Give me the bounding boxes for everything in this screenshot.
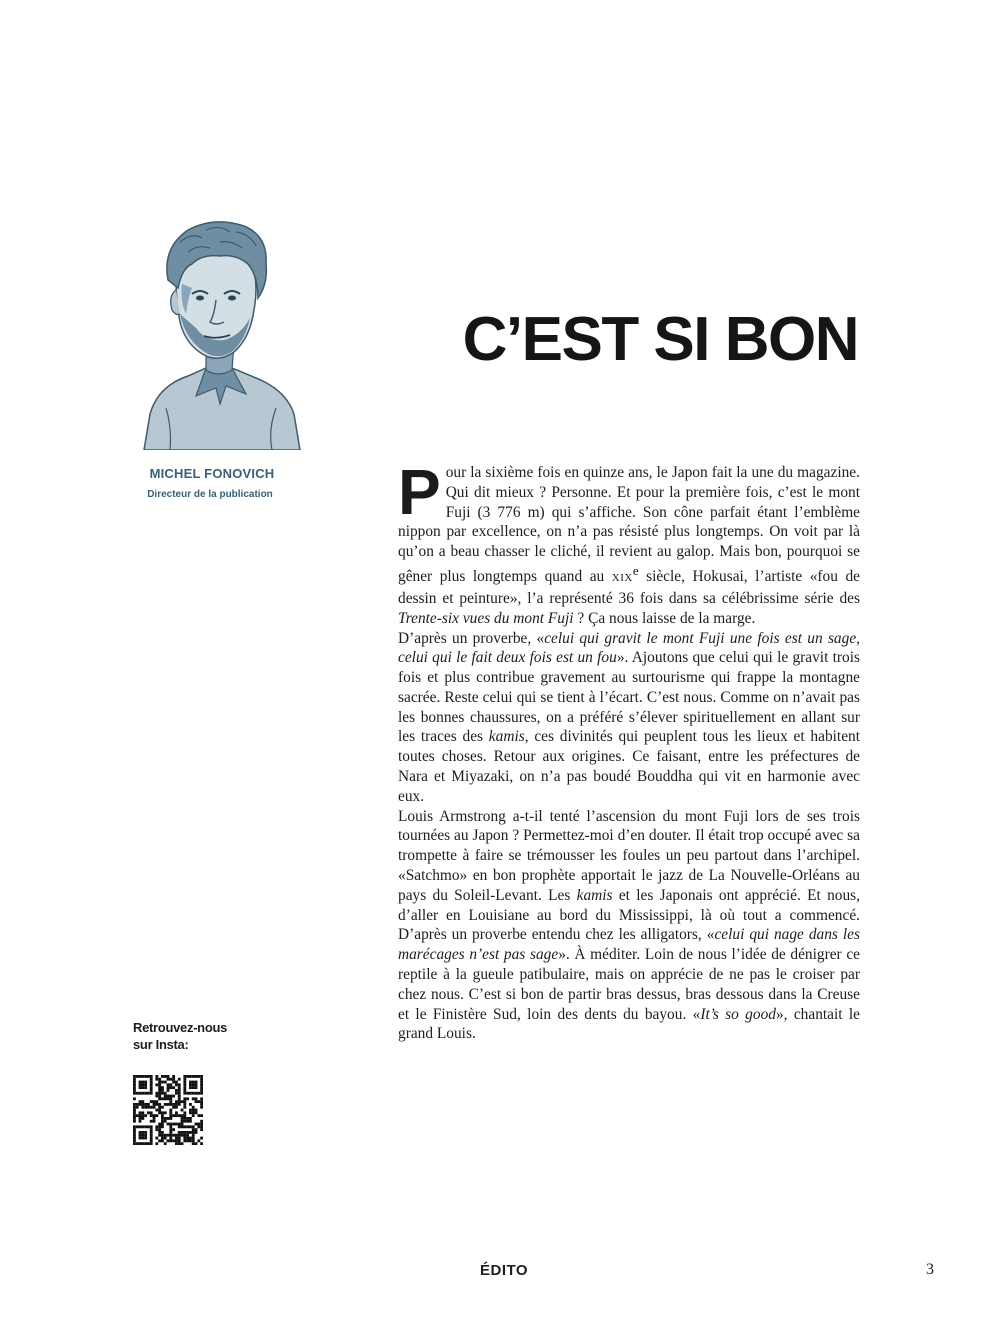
text-run-superscript: e [632, 563, 639, 578]
text-run: et les Japonais ont apprécié. Et nous, d’aller en Louisiane au bord du Mississippi, là où tout a commencé. D’après un proverbe entendu chez les alligators, « [398, 886, 860, 944]
text-run-italic: kamis [488, 728, 525, 746]
instagram-prompt-line1: Retrouvez-nous [133, 1020, 228, 1035]
text-run-italic: celui qui gravit le mont Fuji une fois est un sage, celui qui le fait deux fois est un fou [398, 629, 860, 667]
dropcap: P [398, 456, 441, 528]
qr-code-icon[interactable] [133, 1075, 203, 1145]
instagram-prompt-line2: sur Insta: [133, 1037, 189, 1052]
text-run: our la sixième fois en quinze ans, le Japon fait la une du magazine. Qui dit mieux ? Personne. Et pour la première fois, c’est le mont Fuji (3 776 m) qui s’affiche. Son cône parfait étant l’emblème nippon par excellence, on n’a pas résisté plus longtemps. On voit par là qu’on a beau chasser le cliché, il revient au galop. Mais bon, pourquoi se gêner plus longtemps quand au [398, 464, 860, 586]
section-label: ÉDITO [480, 1262, 529, 1279]
page-title: C’EST SI BON [462, 305, 858, 374]
author-name: MICHEL FONOVICH [149, 466, 275, 481]
text-run: ». À méditer. Loin de nous l’idée de dénigrer ce reptile à la gueule patibulaire, mais on apprécie de ne pas le croiser par chez nous. C’est si bon de partir bras dessus, bras dessous dans la Creuse et le Finistère Sud, loin des dents du bayou. « [398, 946, 860, 1023]
paragraph-2 [398, 629, 860, 807]
text-run: , ces divinités qui peuplent tous les lieux et habitent toutes choses. Retour aux origines. Ce faisant, entre les préfectures de Nara et Miyazaki, on n’a pas boudé Bouddha qui vit en harmonie avec eux. [398, 728, 860, 805]
text-run-smallcaps: XIX [611, 572, 633, 585]
text-run: », chantait le grand Louis. [398, 1005, 860, 1043]
text-run: ? Ça nous laisse de la marge. [573, 609, 756, 627]
text-run-italic: kamis [576, 886, 613, 904]
author-portrait [136, 218, 302, 450]
text-run-italic: Trente-six vues du mont Fuji [398, 609, 574, 627]
text-run: ». Ajoutons que celui qui le gravit trois fois et plus contribue gravement au surtourisme qui frappe la montagne sacrée. Reste celui qui se tient à l’écart. C’est nous. Comme on n’avait pas les bonnes chaussures, on a préféré s’élever spirituellement en allant sur les traces des [398, 649, 860, 746]
paragraph-1 [398, 456, 860, 629]
paragraph-3 [398, 807, 860, 1045]
text-run: D’après un proverbe, « [398, 629, 545, 647]
text-run-italic: It’s so good [700, 1005, 776, 1023]
author-role: Directeur de la publication [147, 489, 273, 500]
instagram-prompt [133, 1019, 227, 1053]
editorial-article [398, 456, 860, 1044]
text-run: Louis Armstrong a-t-il tenté l’ascension du mont Fuji lors de ses trois tournées au Japon ? Permettez-moi d’en douter. Il était trop occupé avec sa trompette à faire se trémousser les foules un peu partout dans l’archipel. «Satchmo» en bon prophète apportait le jazz de La Nouvelle-Orléans au pays du Soleil-Levant. Les [398, 807, 860, 904]
text-run: siècle, Hokusai, l’artiste «fou de dessin et peinture», l’a représenté 36 fois dans sa célébrissime série des [398, 568, 860, 607]
text-run-italic: celui qui nage dans les marécages n’est pas sage [398, 926, 860, 964]
page-number: 3 [926, 1261, 934, 1278]
